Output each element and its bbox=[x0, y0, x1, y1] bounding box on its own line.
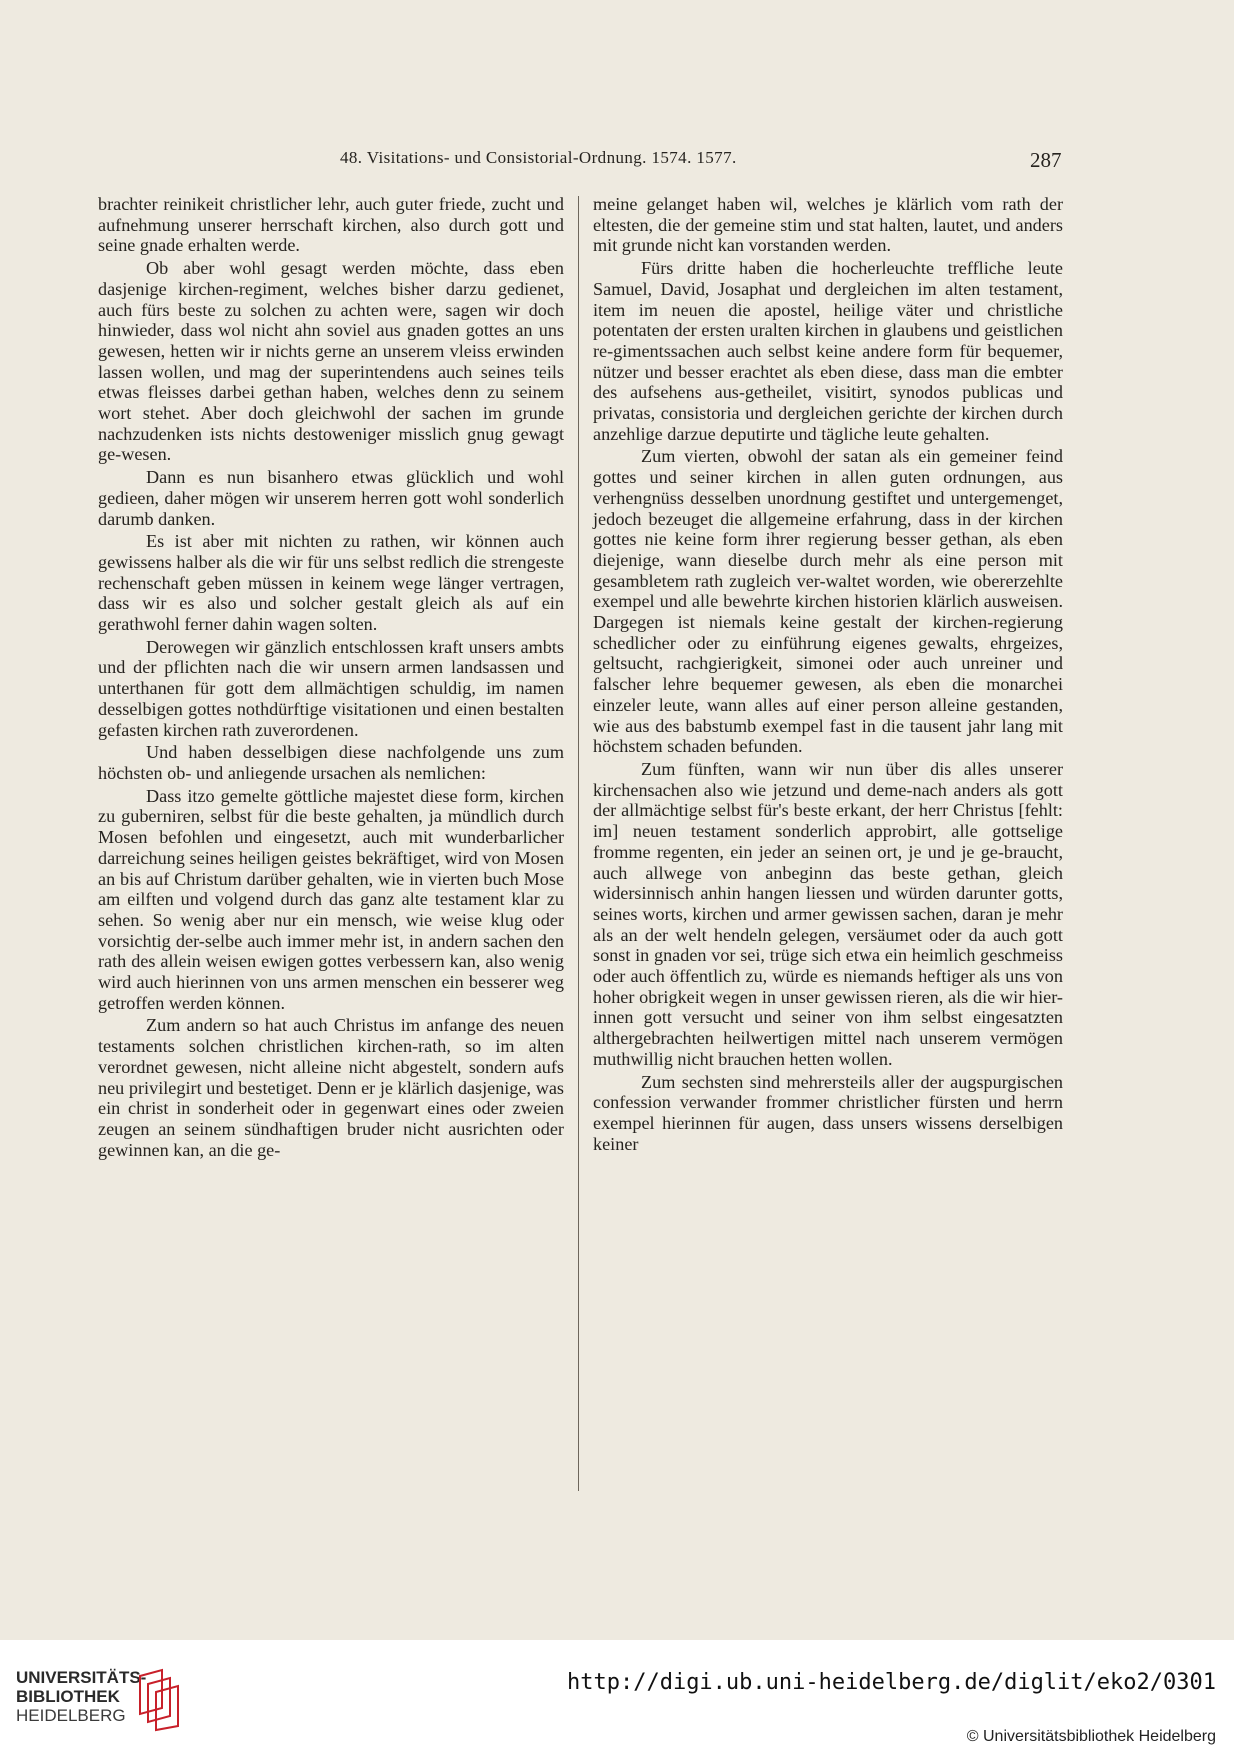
paragraph: Und haben desselbigen diese nachfolgende uns zum höchsten ob- und anliegende ursachen als nemlichen: bbox=[98, 742, 564, 783]
paragraph: Dass itzo gemelte göttliche majestet diese form, kirchen zu guberniren, selbst für die beste gehalten, ja mündlich durch Mosen befohlen und eingesetzt, auch mit wunderbarlicher darreichung seines heiligen geistes bekräftiget, wird von Mosen an bis auf Christum darüber gehalten, wie in vierten buch Mose am eilften und volgend durch das ganz alte testament klar zu sehen. So wenig aber nur ein mensch, wie weise klug oder vorsichtig der-selbe auch immer mehr ist, in andern sachen den rath des allein weisen ewigen gottes verbessern kan, also wenig wird auch hierinnen von uns armen menschen ein besserer weg getroffen werden können. bbox=[98, 785, 564, 1013]
paragraph: Zum vierten, obwohl der satan als ein gemeiner feind gottes und seiner kirchen in allen guten ordnungen, aus verhengnüss desselben unordnung gestiftet und untergemenget, jedoch bezeuget die allgemeine erfahrung, dass in der kirchen gottes nie keine form ihrer regierung besser gethan, als eben diejenige, wann dieselbe durch mehr als eine person mit gesambletem rath zugleich ver-waltet worden, wie obererzehlte exempel und alle bewehrte kirchen historien klärlich ausweisen. Dargegen ist niemals keine gestalt der kirchen-regierung schedlicher oder zu einführung eigenes gewalts, ehrgeizes, geltsucht, rachgierigkeit, simonei oder auch unreiner und falscher lehre bequemer gewesen, als eben die monarchei einzeler leute, wann alles auf einer person alleine gestanden, wie aus des babstumb exempel fast in die tausent jahr lang mit höchstem schaden befunden. bbox=[593, 446, 1063, 757]
source-url-link[interactable]: http://digi.ub.uni-heidelberg.de/diglit/eko2/0301 bbox=[566, 1670, 1216, 1695]
library-logo bbox=[16, 1668, 216, 1748]
running-title: 48. Visitations- und Consistorial-Ordnung. 1574. 1577. bbox=[340, 148, 737, 167]
logo-line: BIBLIOTHEK bbox=[16, 1687, 120, 1706]
footer-bar bbox=[0, 1640, 1234, 1757]
paragraph: meine gelanget haben wil, welches je klärlich vom rath der eltesten, die der gemeine stim und stat halten, lautet, und anders mit grunde nicht kan vorstanden werden. bbox=[593, 194, 1063, 256]
paragraph: Zum sechsten sind mehrersteils aller der augspurgischen confession verwander frommer christlicher fürsten und herrn exempel hierinnen für augen, dass unsers wissens derselbigen keiner bbox=[593, 1071, 1063, 1154]
paragraph: brachter reinikeit christlicher lehr, auch guter friede, zucht und aufnehmung unserer herrschaft kirchen, also durch gott und seine gnade erhalten werde. bbox=[98, 194, 564, 256]
paragraph: Es ist aber mit nichten zu rathen, wir können auch gewissens halber als die wir für uns selbst redlich die strengeste rechenschaft geben müssen in keinem wege länger vertragen, dass wir es also und solcher gestalt gleich als auf ein gerathwohl ferner dahin wagen solten. bbox=[98, 531, 564, 635]
library-emblem-icon bbox=[126, 1668, 186, 1732]
column-divider bbox=[578, 196, 579, 1491]
paragraph: Ob aber wohl gesagt werden möchte, dass eben dasjenige kirchen-regiment, welches bisher darzu gedienet, auch fürs beste zu solchen zu achten were, sagen wir doch hinwieder, dass wol nicht ahn soviel aus gnaden gottes an uns gewesen, hetten wir ir nichts gerne an unserem vleiss erwinden lassen wollen, und mag der superintendens auch seines teils etwas fleisses darbei gethan haben, welches denn zu seinem wort stehet. Aber doch gleichwohl der sachen im grunde nachzudenken ists nichts destoweniger misslich gnug gewagt ge-wesen. bbox=[98, 258, 564, 465]
copyright-notice: © Universitätsbibliothek Heidelberg bbox=[966, 1728, 1216, 1745]
logo-line: UNIVERSITÄTS- bbox=[16, 1668, 147, 1687]
running-header bbox=[0, 148, 1234, 178]
right-column bbox=[593, 194, 1063, 1154]
logo-line: HEIDELBERG bbox=[16, 1706, 126, 1725]
paragraph: Zum fünften, wann wir nun über dis alles unserer kirchensachen also wie jetzund und deme-nach anders als gott der allmächtige selbst für's beste erkant, der herr Christus [fehlt: im] neuen testament sonderlich approbirt, alle gottselige fromme regenten, ein jeder an seinen ort, je und je ge-braucht, auch allwege von anbeginn das beste gethan, gleich widersinnisch anhin hangen liessen und würden darunter gotts, seines worts, kirchen und armer gewissen sachen, daran je mehr als an der welt hendeln gelegen, versäumet oder da auch gott sonst in gnaden vor sei, trüge sich etwa ein heimlich geschmeiss oder auch öffentlich zu, würde es niemands heftiger als uns von hoher obrigkeit wegen in unser gewissen rieren, als die wir hier-innen gott versucht und seiner von ihm selbst eingesatzten althergebrachten heilwertigen mittel nach unserem vermögen muthwillig nicht brauchen hetten wollen. bbox=[593, 758, 1063, 1069]
paragraph: Zum andern so hat auch Christus im anfange des neuen testaments solchen christlichen kirchen-rath, so im alten verordnet gewesen, nicht alleine nicht abgestelt, sondern aufs neu privilegirt und bestetiget. Denn er je klärlich dasjenige, was ein christ in sonderheit oder in gegenwart eines oder zweien zeugen an seinem sündhaftigen bruder nicht ausrichten oder gewinnen kan, an die ge- bbox=[98, 1015, 564, 1160]
paragraph: Derowegen wir gänzlich entschlossen kraft unsers ambts und der pflichten nach die wir unsern armen landsassen und unterthanen für gott dem allmächtigen schuldig, im namen desselbigen gottes nothdürftige visitationen und einen bestalten gefasten kirchen rath zuverordenen. bbox=[98, 636, 564, 740]
paragraph: Fürs dritte haben die hocherleuchte treffliche leute Samuel, David, Josaphat und dergleichen im alten testament, item im neuen die apostel, heilige väter und christliche potentaten der ersten uralten kirchen in glaubens und geistlichen re-gimentssachen auch selbst keine andere form für bequemer, nützer und besser erachtet als eben diese, dass man die embter des aufsehens aus-getheilet, visitirt, synodos publicas und privatas, consistoria und dergleichen gerichte der kirchen durch anzehlige darzue deputirte und tägliche leute gehalten. bbox=[593, 258, 1063, 444]
page-number: 287 bbox=[1030, 148, 1062, 172]
paragraph: Dann es nun bisanhero etwas glücklich und wohl gedieen, daher mögen wir unserem herren gott wohl sonderlich darumb danken. bbox=[98, 467, 564, 529]
left-column bbox=[98, 194, 564, 1160]
